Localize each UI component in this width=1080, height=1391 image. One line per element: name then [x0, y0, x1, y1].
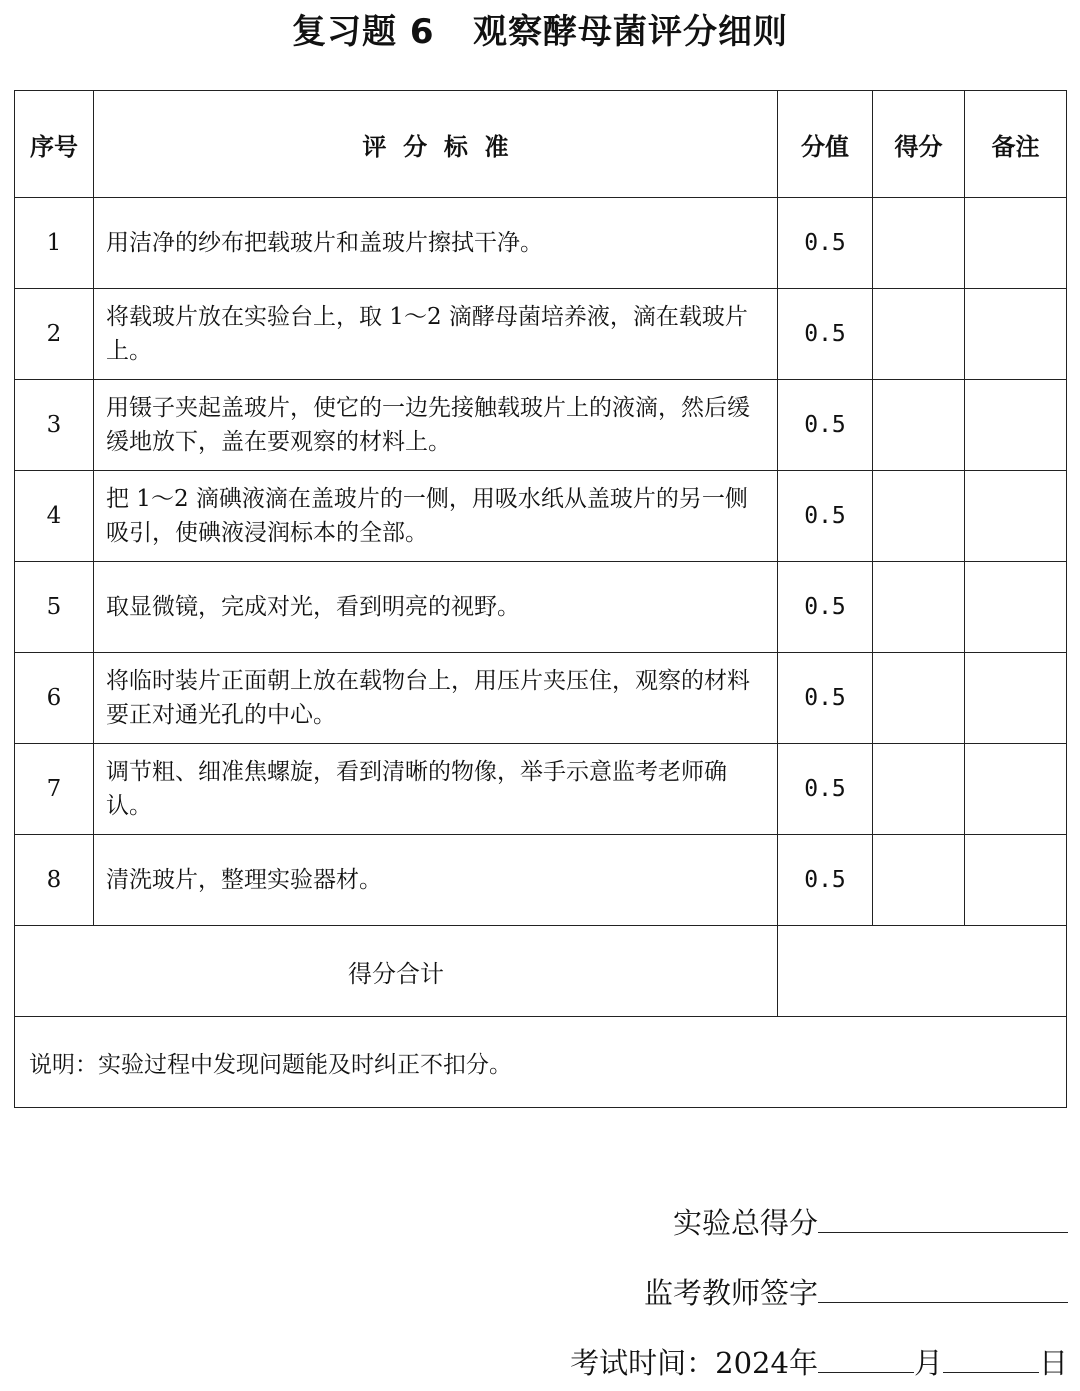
row-note-cell[interactable]: [965, 198, 1067, 289]
row-criteria: 把 1～2 滴碘液滴在盖玻片的一侧，用吸水纸从盖玻片的另一侧吸引，使碘液浸润标本的全部。: [94, 471, 778, 562]
table-row: [15, 380, 1067, 471]
day-blank[interactable]: [943, 1342, 1039, 1373]
table-row: [15, 471, 1067, 562]
grading-table: [14, 90, 1067, 1108]
row-number: 1: [15, 198, 94, 289]
exam-time-label: 考试时间：2024年: [570, 1346, 818, 1380]
row-score-cell[interactable]: [873, 289, 965, 380]
row-score-cell[interactable]: [873, 744, 965, 835]
row-value: 0.5: [778, 653, 873, 744]
row-criteria: 将临时装片正面朝上放在载物台上，用压片夹压住，观察的材料要正对通光孔的中心。: [94, 653, 778, 744]
table-row: [15, 198, 1067, 289]
row-value: 0.5: [778, 289, 873, 380]
total-score-label: 实验总得分: [672, 1206, 818, 1240]
row-value: 0.5: [778, 380, 873, 471]
teacher-sign-line: [644, 1272, 1068, 1313]
row-number: 2: [15, 289, 94, 380]
row-value: 0.5: [778, 471, 873, 562]
exam-time-line: [570, 1342, 1068, 1383]
header-criteria-text: 评 分 标 准: [362, 132, 509, 161]
row-note-cell[interactable]: [965, 653, 1067, 744]
table-row: [15, 562, 1067, 653]
row-note-cell[interactable]: [965, 471, 1067, 562]
row-criteria: 清洗玻片，整理实验器材。: [94, 835, 778, 926]
row-criteria: 用镊子夹起盖玻片，使它的一边先接触载玻片上的液滴，然后缓缓地放下，盖在要观察的材料上。: [94, 380, 778, 471]
row-criteria: 用洁净的纱布把载玻片和盖玻片擦拭干净。: [94, 198, 778, 289]
row-note-cell[interactable]: [965, 744, 1067, 835]
month-blank[interactable]: [818, 1342, 914, 1373]
row-note-cell[interactable]: [965, 380, 1067, 471]
row-score-cell[interactable]: [873, 471, 965, 562]
total-score-blank[interactable]: [818, 1202, 1068, 1233]
row-score-cell[interactable]: [873, 380, 965, 471]
row-score-cell[interactable]: [873, 562, 965, 653]
total-label: 得分合计: [15, 926, 778, 1017]
row-value: 0.5: [778, 198, 873, 289]
teacher-sign-label: 监考教师签字: [643, 1276, 818, 1310]
header-value: 分值: [778, 91, 873, 198]
row-value: 0.5: [778, 562, 873, 653]
table-row: [15, 835, 1067, 926]
table-row: [15, 653, 1067, 744]
day-label: 日: [1038, 1346, 1068, 1380]
total-score-line: [673, 1202, 1068, 1243]
row-number: 8: [15, 835, 94, 926]
row-number: 3: [15, 380, 94, 471]
row-number: 6: [15, 653, 94, 744]
row-score-cell[interactable]: [873, 653, 965, 744]
row-value: 0.5: [778, 835, 873, 926]
table-row: [15, 744, 1067, 835]
table-row: [15, 289, 1067, 380]
teacher-sign-blank[interactable]: [818, 1272, 1068, 1303]
note-text: 说明：实验过程中发现问题能及时纠正不扣分。: [15, 1017, 1067, 1108]
note-row: [15, 1017, 1067, 1108]
header-no: 序号: [15, 91, 94, 198]
row-note-cell[interactable]: [965, 835, 1067, 926]
row-number: 5: [15, 562, 94, 653]
month-label: 月: [913, 1346, 943, 1380]
row-number: 4: [15, 471, 94, 562]
total-row: [15, 926, 1067, 1017]
row-value: 0.5: [778, 744, 873, 835]
row-score-cell[interactable]: [873, 198, 965, 289]
table-header-row: [15, 91, 1067, 198]
total-score-cell[interactable]: [778, 926, 1067, 1017]
row-note-cell[interactable]: [965, 289, 1067, 380]
page-title: 复习题 6 观察酵母菌评分细则: [291, 12, 788, 52]
header-criteria: [94, 91, 778, 198]
row-criteria: 将载玻片放在实验台上，取 1～2 滴酵母菌培养液，滴在载玻片上。: [94, 289, 778, 380]
row-score-cell[interactable]: [873, 835, 965, 926]
row-criteria: 调节粗、细准焦螺旋，看到清晰的物像，举手示意监考老师确认。: [94, 744, 778, 835]
row-note-cell[interactable]: [965, 562, 1067, 653]
header-note: 备注: [965, 91, 1067, 198]
header-score: 得分: [873, 91, 965, 198]
row-number: 7: [15, 744, 94, 835]
row-criteria: 取显微镜，完成对光，看到明亮的视野。: [94, 562, 778, 653]
